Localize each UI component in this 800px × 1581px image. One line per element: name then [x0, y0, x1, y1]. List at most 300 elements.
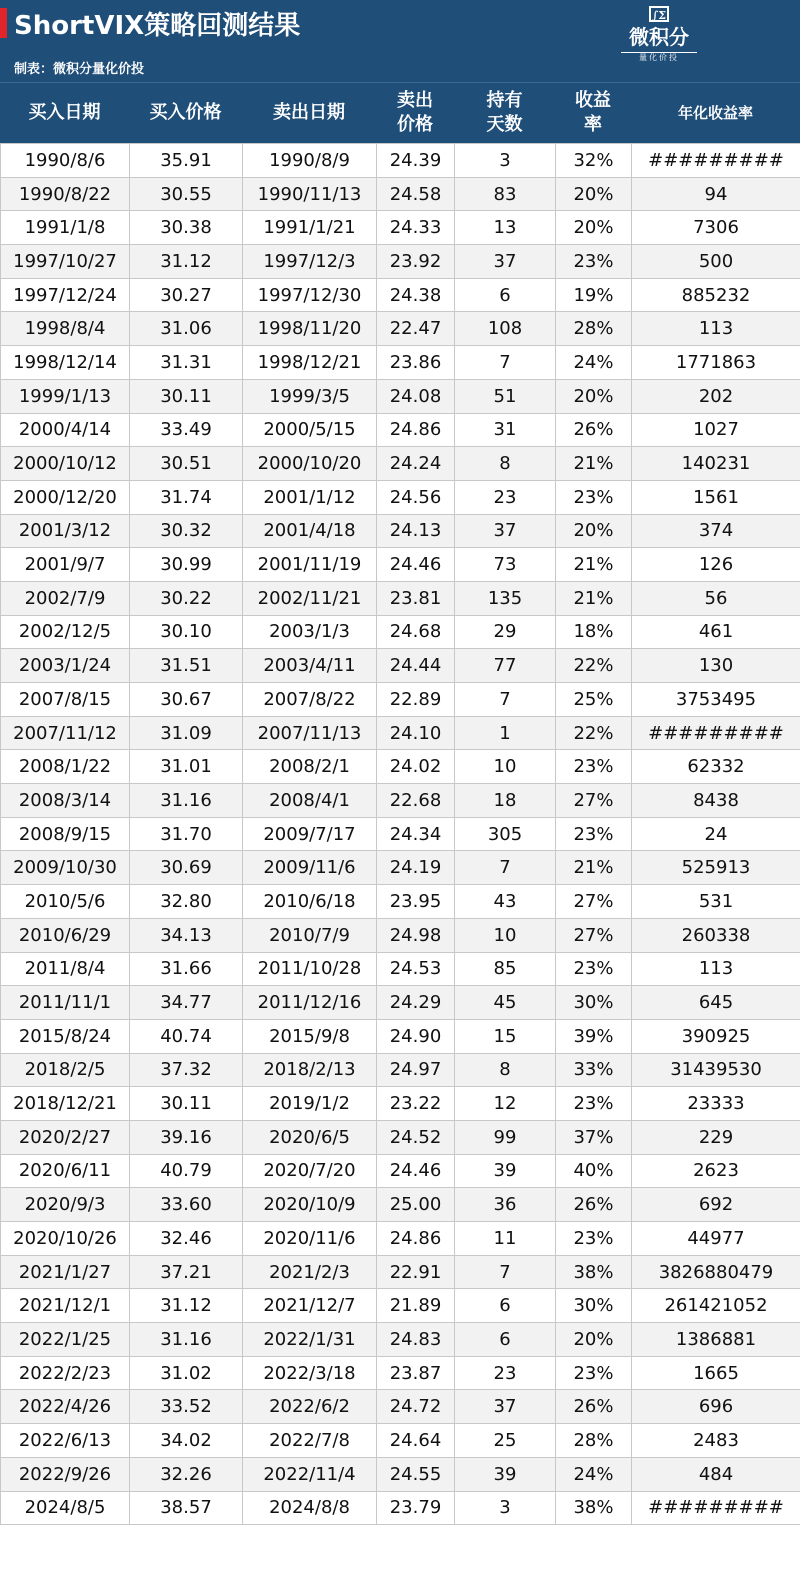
annualized-return-cell: 390925: [632, 1019, 800, 1053]
holding-days-cell: 39: [455, 1154, 556, 1188]
buy-date-cell: 1998/12/14: [1, 346, 130, 380]
table-row: [1, 885, 800, 919]
return-cell: 20%: [556, 1323, 632, 1357]
sell-date-cell: 1997/12/30: [243, 278, 377, 312]
sell-date-cell: 1999/3/5: [243, 379, 377, 413]
table-row: [1, 1019, 800, 1053]
sell-price-cell: 23.79: [377, 1491, 455, 1525]
sell-price-cell: 24.24: [377, 447, 455, 481]
annualized-return-cell: 500: [632, 245, 800, 279]
holding-days-cell: 99: [455, 1120, 556, 1154]
table-row: [1, 1289, 800, 1323]
table-row: [1, 1188, 800, 1222]
buy-price-cell: 30.11: [130, 379, 243, 413]
sell-price-cell: 24.46: [377, 1154, 455, 1188]
sell-date-cell: 2022/6/2: [243, 1390, 377, 1424]
buy-price-cell: 33.60: [130, 1188, 243, 1222]
buy-price-cell: 30.22: [130, 581, 243, 615]
annualized-return-cell: 3826880479: [632, 1255, 800, 1289]
sell-price-cell: 24.02: [377, 750, 455, 784]
buy-price-cell: 34.13: [130, 918, 243, 952]
annualized-return-cell: 202: [632, 379, 800, 413]
table-row: [1, 750, 800, 784]
buy-price-cell: 31.16: [130, 784, 243, 818]
return-cell: 24%: [556, 346, 632, 380]
table-row: [1, 649, 800, 683]
return-cell: 32%: [556, 144, 632, 178]
buy-price-cell: 31.31: [130, 346, 243, 380]
sell-price-cell: 24.38: [377, 278, 455, 312]
buy-price-cell: 31.66: [130, 952, 243, 986]
sell-date-cell: 2022/7/8: [243, 1424, 377, 1458]
return-cell: 26%: [556, 1390, 632, 1424]
return-cell: 21%: [556, 548, 632, 582]
annualized-return-cell: 1665: [632, 1356, 800, 1390]
buy-date-cell: 2022/2/23: [1, 1356, 130, 1390]
return-cell: 18%: [556, 615, 632, 649]
buy-price-cell: 33.52: [130, 1390, 243, 1424]
annualized-return-cell: 113: [632, 952, 800, 986]
sell-price-cell: 24.86: [377, 413, 455, 447]
buy-price-cell: 31.74: [130, 480, 243, 514]
buy-price-cell: 31.01: [130, 750, 243, 784]
table-row: [1, 716, 800, 750]
table-row: [1, 581, 800, 615]
logo-tagline: 量化价投: [621, 52, 697, 62]
holding-days-cell: 23: [455, 480, 556, 514]
table-row: [1, 379, 800, 413]
sell-price-cell: 24.10: [377, 716, 455, 750]
buy-price-cell: 35.91: [130, 144, 243, 178]
table-row: [1, 817, 800, 851]
table-row: [1, 615, 800, 649]
annualized-return-cell: #########: [632, 1491, 800, 1525]
sell-date-cell: 1990/11/13: [243, 177, 377, 211]
table-row: [1, 211, 800, 245]
sell-price-cell: 25.00: [377, 1188, 455, 1222]
sell-price-cell: 24.13: [377, 514, 455, 548]
buy-price-cell: 37.32: [130, 1053, 243, 1087]
buy-date-cell: 2024/8/5: [1, 1491, 130, 1525]
sell-date-cell: 2003/1/3: [243, 615, 377, 649]
sell-date-cell: 2020/6/5: [243, 1120, 377, 1154]
buy-date-cell: 2020/2/27: [1, 1120, 130, 1154]
table-row: [1, 514, 800, 548]
annualized-return-cell: 374: [632, 514, 800, 548]
sell-price-cell: 22.91: [377, 1255, 455, 1289]
sell-price-cell: 24.68: [377, 615, 455, 649]
buy-date-cell: 2009/10/30: [1, 851, 130, 885]
table-row: [1, 1053, 800, 1087]
title-banner: [0, 0, 800, 82]
return-cell: 23%: [556, 750, 632, 784]
buy-date-cell: 2020/6/11: [1, 1154, 130, 1188]
holding-days-cell: 29: [455, 615, 556, 649]
buy-price-cell: 32.80: [130, 885, 243, 919]
sell-date-cell: 2022/11/4: [243, 1457, 377, 1491]
col-header-holding-days: 持有 天数: [486, 90, 523, 135]
col-header-buy-price: 买入价格: [149, 102, 222, 123]
table-body: [1, 144, 800, 1525]
holding-days-cell: 10: [455, 918, 556, 952]
buy-date-cell: 2015/8/24: [1, 1019, 130, 1053]
sell-price-cell: 24.52: [377, 1120, 455, 1154]
annualized-return-cell: 461: [632, 615, 800, 649]
annualized-return-cell: 7306: [632, 211, 800, 245]
buy-price-cell: 34.02: [130, 1424, 243, 1458]
return-cell: 23%: [556, 817, 632, 851]
sell-date-cell: 1997/12/3: [243, 245, 377, 279]
col-header-sell-date: 卖出日期: [273, 102, 345, 123]
table-row: [1, 1255, 800, 1289]
table-row: [1, 312, 800, 346]
return-cell: 39%: [556, 1019, 632, 1053]
buy-date-cell: 2020/10/26: [1, 1222, 130, 1256]
buy-date-cell: 2021/1/27: [1, 1255, 130, 1289]
sell-date-cell: 2011/10/28: [243, 952, 377, 986]
annualized-return-cell: 696: [632, 1390, 800, 1424]
sell-price-cell: 24.44: [377, 649, 455, 683]
annualized-return-cell: 31439530: [632, 1053, 800, 1087]
buy-date-cell: 2000/10/12: [1, 447, 130, 481]
annualized-return-cell: 260338: [632, 918, 800, 952]
table-row: [1, 1323, 800, 1357]
buy-price-cell: 31.06: [130, 312, 243, 346]
logo-mark-icon: ∫Σ: [649, 6, 669, 22]
return-cell: 28%: [556, 1424, 632, 1458]
buy-price-cell: 30.27: [130, 278, 243, 312]
annualized-return-cell: 1386881: [632, 1323, 800, 1357]
annualized-return-cell: 1561: [632, 480, 800, 514]
buy-price-cell: 37.21: [130, 1255, 243, 1289]
buy-date-cell: 2010/5/6: [1, 885, 130, 919]
sell-date-cell: 1991/1/21: [243, 211, 377, 245]
holding-days-cell: 6: [455, 278, 556, 312]
sell-date-cell: 1990/8/9: [243, 144, 377, 178]
col-header-annualized-return: 年化收益率: [677, 104, 753, 122]
buy-date-cell: 2022/6/13: [1, 1424, 130, 1458]
return-cell: 21%: [556, 851, 632, 885]
buy-price-cell: 31.09: [130, 716, 243, 750]
table-row: [1, 177, 800, 211]
sell-price-cell: 24.90: [377, 1019, 455, 1053]
annualized-return-cell: 126: [632, 548, 800, 582]
return-cell: 37%: [556, 1120, 632, 1154]
holding-days-cell: 7: [455, 851, 556, 885]
buy-date-cell: 2002/12/5: [1, 615, 130, 649]
buy-price-cell: 40.74: [130, 1019, 243, 1053]
buy-date-cell: 2021/12/1: [1, 1289, 130, 1323]
buy-date-cell: 2000/12/20: [1, 480, 130, 514]
holding-days-cell: 8: [455, 447, 556, 481]
sell-price-cell: 22.47: [377, 312, 455, 346]
table-row: [1, 1424, 800, 1458]
table-row: [1, 851, 800, 885]
sell-date-cell: 2003/4/11: [243, 649, 377, 683]
annualized-return-cell: #########: [632, 716, 800, 750]
buy-price-cell: 32.26: [130, 1457, 243, 1491]
buy-price-cell: 30.67: [130, 683, 243, 717]
col-header-return: 收益 率: [575, 90, 611, 135]
sell-price-cell: 24.72: [377, 1390, 455, 1424]
sell-date-cell: 2002/11/21: [243, 581, 377, 615]
buy-price-cell: 32.46: [130, 1222, 243, 1256]
sell-date-cell: 2009/7/17: [243, 817, 377, 851]
buy-date-cell: 2018/12/21: [1, 1087, 130, 1121]
table-row: [1, 1390, 800, 1424]
sell-date-cell: 2011/12/16: [243, 986, 377, 1020]
holding-days-cell: 6: [455, 1289, 556, 1323]
buy-price-cell: 34.77: [130, 986, 243, 1020]
sell-date-cell: 2020/10/9: [243, 1188, 377, 1222]
sell-date-cell: 2022/3/18: [243, 1356, 377, 1390]
buy-date-cell: 2000/4/14: [1, 413, 130, 447]
sell-date-cell: 2021/2/3: [243, 1255, 377, 1289]
sell-price-cell: 23.87: [377, 1356, 455, 1390]
sell-date-cell: 2015/9/8: [243, 1019, 377, 1053]
holding-days-cell: 83: [455, 177, 556, 211]
buy-date-cell: 2020/9/3: [1, 1188, 130, 1222]
results-table: [0, 143, 800, 1525]
table-row: [1, 144, 800, 178]
sell-date-cell: 2010/6/18: [243, 885, 377, 919]
sell-date-cell: 2020/7/20: [243, 1154, 377, 1188]
table-row: [1, 683, 800, 717]
page-title: ShortVIX策略回测结果: [14, 11, 301, 41]
holding-days-cell: 73: [455, 548, 556, 582]
holding-days-cell: 85: [455, 952, 556, 986]
sell-date-cell: 2009/11/6: [243, 851, 377, 885]
annualized-return-cell: 56: [632, 581, 800, 615]
buy-date-cell: 2007/8/15: [1, 683, 130, 717]
sell-date-cell: 2007/11/13: [243, 716, 377, 750]
return-cell: 26%: [556, 413, 632, 447]
buy-date-cell: 1990/8/22: [1, 177, 130, 211]
return-cell: 30%: [556, 1289, 632, 1323]
holding-days-cell: 305: [455, 817, 556, 851]
buy-price-cell: 38.57: [130, 1491, 243, 1525]
sell-date-cell: 2000/5/15: [243, 413, 377, 447]
sell-price-cell: 23.81: [377, 581, 455, 615]
holding-days-cell: 7: [455, 346, 556, 380]
buy-date-cell: 2002/7/9: [1, 581, 130, 615]
return-cell: 38%: [556, 1491, 632, 1525]
buy-date-cell: 2001/9/7: [1, 548, 130, 582]
return-cell: 28%: [556, 312, 632, 346]
holding-days-cell: 7: [455, 683, 556, 717]
holding-days-cell: 37: [455, 245, 556, 279]
sell-price-cell: 24.55: [377, 1457, 455, 1491]
buy-price-cell: 30.11: [130, 1087, 243, 1121]
annualized-return-cell: 8438: [632, 784, 800, 818]
sell-date-cell: 2022/1/31: [243, 1323, 377, 1357]
annualized-return-cell: 261421052: [632, 1289, 800, 1323]
sell-price-cell: 24.86: [377, 1222, 455, 1256]
table-row: [1, 346, 800, 380]
holding-days-cell: 12: [455, 1087, 556, 1121]
holding-days-cell: 36: [455, 1188, 556, 1222]
buy-date-cell: 2008/1/22: [1, 750, 130, 784]
sell-date-cell: 2008/4/1: [243, 784, 377, 818]
holding-days-cell: 25: [455, 1424, 556, 1458]
sell-price-cell: 24.53: [377, 952, 455, 986]
table-row: [1, 447, 800, 481]
accent-bar: [0, 8, 7, 38]
holding-days-cell: 18: [455, 784, 556, 818]
buy-date-cell: 2008/3/14: [1, 784, 130, 818]
buy-price-cell: 30.38: [130, 211, 243, 245]
holding-days-cell: 51: [455, 379, 556, 413]
return-cell: 20%: [556, 379, 632, 413]
return-cell: 20%: [556, 211, 632, 245]
table-row: [1, 413, 800, 447]
table-row: [1, 1356, 800, 1390]
holding-days-cell: 11: [455, 1222, 556, 1256]
sell-date-cell: 2020/11/6: [243, 1222, 377, 1256]
buy-price-cell: 30.32: [130, 514, 243, 548]
buy-price-cell: 30.55: [130, 177, 243, 211]
annualized-return-cell: 140231: [632, 447, 800, 481]
sell-price-cell: 23.95: [377, 885, 455, 919]
holding-days-cell: 31: [455, 413, 556, 447]
annualized-return-cell: 525913: [632, 851, 800, 885]
sell-date-cell: 2010/7/9: [243, 918, 377, 952]
buy-price-cell: 33.49: [130, 413, 243, 447]
sell-price-cell: 24.33: [377, 211, 455, 245]
sell-date-cell: 2001/11/19: [243, 548, 377, 582]
return-cell: 25%: [556, 683, 632, 717]
buy-price-cell: 31.12: [130, 1289, 243, 1323]
sell-price-cell: 24.64: [377, 1424, 455, 1458]
return-cell: 30%: [556, 986, 632, 1020]
table-row: [1, 1087, 800, 1121]
table-row: [1, 548, 800, 582]
brand-logo: [616, 6, 702, 72]
holding-days-cell: 45: [455, 986, 556, 1020]
col-header-sell-price: 卖出 价格: [397, 90, 433, 135]
sell-price-cell: 24.19: [377, 851, 455, 885]
annualized-return-cell: 229: [632, 1120, 800, 1154]
return-cell: 23%: [556, 1356, 632, 1390]
annualized-return-cell: 62332: [632, 750, 800, 784]
source-credit: 制表：微积分量化价投: [14, 62, 145, 77]
annualized-return-cell: 24: [632, 817, 800, 851]
buy-price-cell: 30.51: [130, 447, 243, 481]
buy-price-cell: 30.99: [130, 548, 243, 582]
holding-days-cell: 7: [455, 1255, 556, 1289]
sell-date-cell: 1998/11/20: [243, 312, 377, 346]
buy-date-cell: 1998/8/4: [1, 312, 130, 346]
sell-price-cell: 24.46: [377, 548, 455, 582]
buy-date-cell: 1990/8/6: [1, 144, 130, 178]
col-header-buy-date: 买入日期: [28, 102, 101, 123]
table-row: [1, 986, 800, 1020]
buy-date-cell: 2018/2/5: [1, 1053, 130, 1087]
return-cell: 20%: [556, 177, 632, 211]
table-row: [1, 952, 800, 986]
annualized-return-cell: 531: [632, 885, 800, 919]
return-cell: 20%: [556, 514, 632, 548]
return-cell: 24%: [556, 1457, 632, 1491]
buy-date-cell: 2010/6/29: [1, 918, 130, 952]
annualized-return-cell: 484: [632, 1457, 800, 1491]
holding-days-cell: 39: [455, 1457, 556, 1491]
holding-days-cell: 10: [455, 750, 556, 784]
sell-date-cell: 2007/8/22: [243, 683, 377, 717]
sell-date-cell: 2001/1/12: [243, 480, 377, 514]
sell-price-cell: 24.58: [377, 177, 455, 211]
return-cell: 27%: [556, 918, 632, 952]
annualized-return-cell: 23333: [632, 1087, 800, 1121]
buy-price-cell: 31.16: [130, 1323, 243, 1357]
holding-days-cell: 108: [455, 312, 556, 346]
sell-price-cell: 24.39: [377, 144, 455, 178]
sell-price-cell: 24.56: [377, 480, 455, 514]
return-cell: 33%: [556, 1053, 632, 1087]
return-cell: 23%: [556, 1222, 632, 1256]
buy-date-cell: 1999/1/13: [1, 379, 130, 413]
buy-price-cell: 39.16: [130, 1120, 243, 1154]
buy-price-cell: 31.51: [130, 649, 243, 683]
return-cell: 40%: [556, 1154, 632, 1188]
return-cell: 27%: [556, 885, 632, 919]
sell-price-cell: 23.22: [377, 1087, 455, 1121]
sell-date-cell: 2000/10/20: [243, 447, 377, 481]
holding-days-cell: 13: [455, 211, 556, 245]
return-cell: 23%: [556, 952, 632, 986]
buy-price-cell: 31.70: [130, 817, 243, 851]
annualized-return-cell: 1771863: [632, 346, 800, 380]
annualized-return-cell: 692: [632, 1188, 800, 1222]
holding-days-cell: 8: [455, 1053, 556, 1087]
return-cell: 21%: [556, 447, 632, 481]
buy-date-cell: 1991/1/8: [1, 211, 130, 245]
buy-date-cell: 2003/1/24: [1, 649, 130, 683]
table-row: [1, 918, 800, 952]
logo-name: 微积分: [629, 25, 689, 49]
table-row: [1, 1222, 800, 1256]
buy-date-cell: 1997/12/24: [1, 278, 130, 312]
annualized-return-cell: 1027: [632, 413, 800, 447]
holding-days-cell: 15: [455, 1019, 556, 1053]
return-cell: 22%: [556, 716, 632, 750]
sell-price-cell: 24.83: [377, 1323, 455, 1357]
buy-date-cell: 2022/9/26: [1, 1457, 130, 1491]
annualized-return-cell: 44977: [632, 1222, 800, 1256]
holding-days-cell: 23: [455, 1356, 556, 1390]
buy-price-cell: 40.79: [130, 1154, 243, 1188]
table-row: [1, 1491, 800, 1525]
table-row: [1, 278, 800, 312]
annualized-return-cell: #########: [632, 144, 800, 178]
annualized-return-cell: 94: [632, 177, 800, 211]
holding-days-cell: 6: [455, 1323, 556, 1357]
table-row: [1, 1457, 800, 1491]
annualized-return-cell: 2483: [632, 1424, 800, 1458]
sell-price-cell: 21.89: [377, 1289, 455, 1323]
holding-days-cell: 1: [455, 716, 556, 750]
buy-date-cell: 2011/11/1: [1, 986, 130, 1020]
sell-price-cell: 23.92: [377, 245, 455, 279]
return-cell: 23%: [556, 1087, 632, 1121]
table-row: [1, 784, 800, 818]
holding-days-cell: 37: [455, 514, 556, 548]
buy-date-cell: 2011/8/4: [1, 952, 130, 986]
sell-date-cell: 2019/1/2: [243, 1087, 377, 1121]
sell-date-cell: 2018/2/13: [243, 1053, 377, 1087]
return-cell: 27%: [556, 784, 632, 818]
sell-price-cell: 24.97: [377, 1053, 455, 1087]
